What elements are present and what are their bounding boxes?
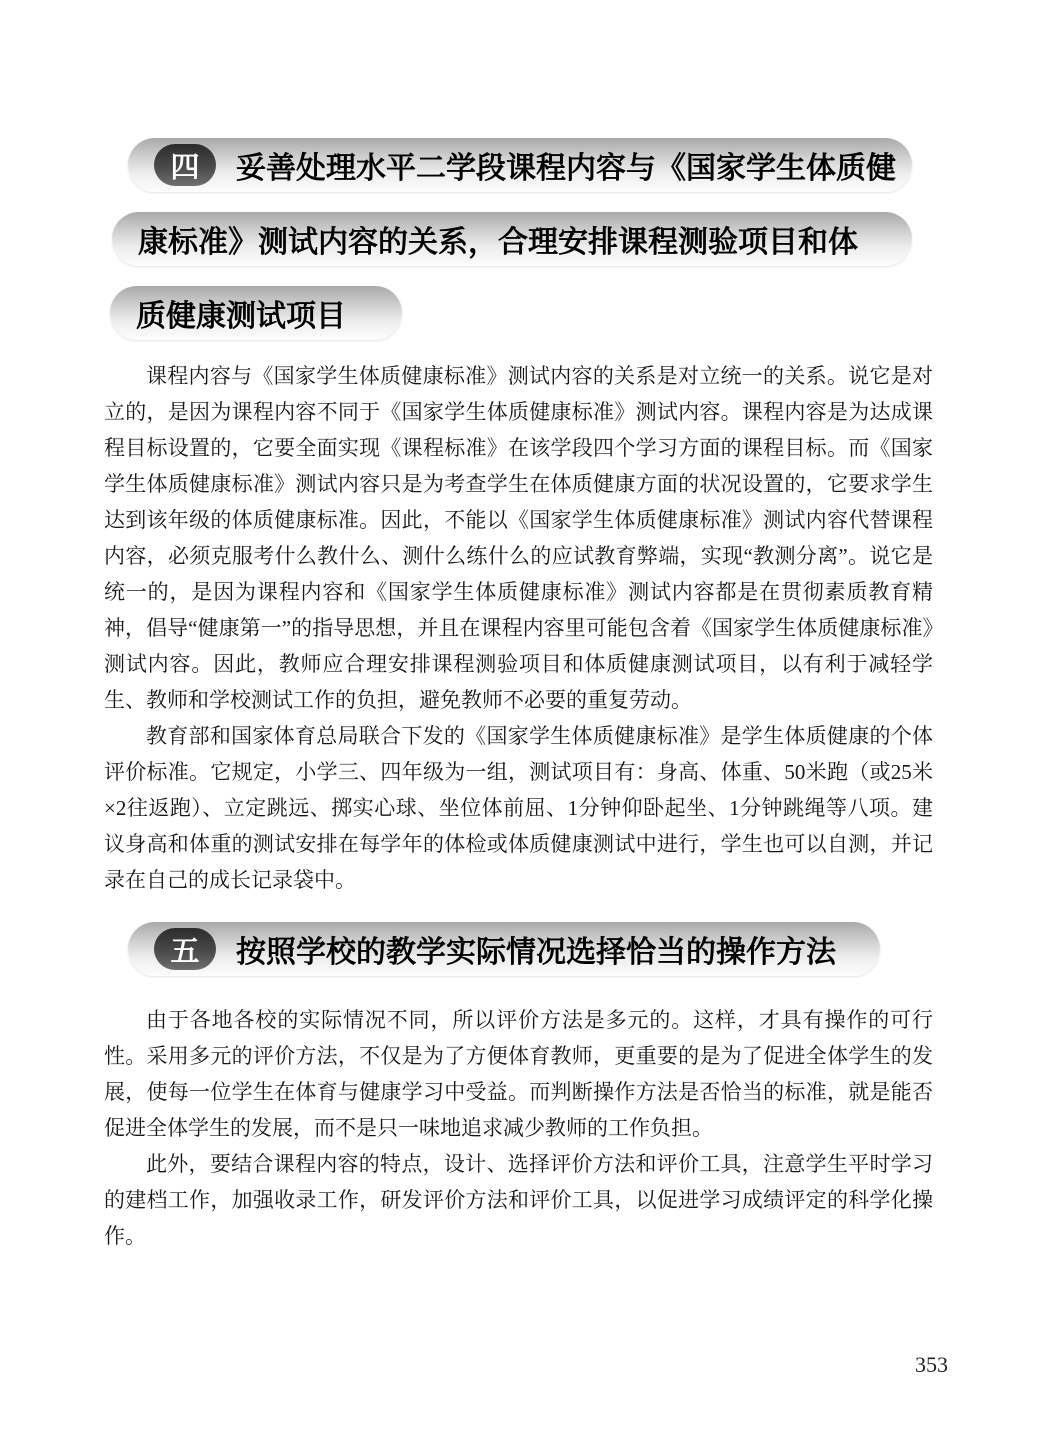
page-number: 353 <box>915 1352 948 1377</box>
body-paragraph: 课程内容与《国家学生体质健康标准》测试内容的关系是对立统一的关系。说它是对立的，是因为课程内容不同于《国家学生体质健康标准》测试内容。课程内容是为达成课程目标设置的，它要全面实现《课程标准》在该学段四个学习方面的课程目标。而《国家学生体质健康标准》测试内容只是为考查学生在体质健康方面的状况设置的，它要求学生达到该年级的体质健康标准。因此，不能以《国家学生体质健康标准》测试内容代替课程内容，必须克服考什么教什么、测什么练什么的应试教育弊端，实现“教测分离”。说它是统一的，是因为课程内容和《国家学生体质健康标准》测试内容都是在贯彻素质教育精神，倡导“健康第一”的指导思想，并且在课程内容里可能包含着《国家学生体质健康标准》测试内容。因此，教师应合理安排课程测验项目和体质健康测试项目，以有利于减轻学生、教师和学校测试工作的负担，避免教师不必要的重复劳动。 <box>104 364 933 712</box>
section-4-heading-text-2: 康标准》测试内容的关系，合理安排课程测验项目和体 <box>138 226 858 259</box>
section-5 <box>104 922 933 1254</box>
section-4-body <box>104 358 933 898</box>
section-4-heading-text-1: 妥善处理水平二学段课程内容与《国家学生体质健 <box>236 152 896 185</box>
section-4-heading-text-3: 质健康测试项目 <box>136 300 346 333</box>
body-paragraph: 教育部和国家体育总局联合下发的《国家学生体质健康标准》是学生体质健康的个体评价标准。它规定，小学三、四年级为一组，测试项目有：身高、体重、50米跑（或25米×2往返跑）、立定跳远、掷实心球、坐位体前屈、1分钟仰卧起坐、1分钟跳绳等八项。建议身高和体重的测试安排在每学年的体检或体质健康测试中进行，学生也可以自测，并记录在自己的成长记录袋中。 <box>104 724 933 892</box>
section-5-number-badge: 五 <box>154 928 216 970</box>
section-4-heading-line-2 <box>112 212 912 266</box>
section-4-heading-line-3 <box>110 286 402 340</box>
section-5-heading-text-1: 按照学校的教学实际情况选择恰当的操作方法 <box>236 936 836 969</box>
section-4 <box>104 138 933 898</box>
body-paragraph: 由于各地各校的实际情况不同，所以评价方法是多元的。这样，才具有操作的可行性。采用多元的评价方法，不仅是为了方便体育教师，更重要的是为了促进全体学生的发展，使每一位学生在体育与健康学习中受益。而判断操作方法是否恰当的标准，就是能否促进全体学生的发展，而不是只一味地追求减少教师的工作负担。 <box>104 1008 933 1140</box>
body-paragraph: 此外，要结合课程内容的特点，设计、选择评价方法和评价工具，注意学生平时学习的建档工作，加强收录工作，研发评价方法和评价工具，以促进学习成绩评定的科学化操作。 <box>104 1152 933 1248</box>
section-4-number-badge: 四 <box>154 144 216 186</box>
section-5-heading-line-1 <box>128 922 880 976</box>
section-4-heading-line-1 <box>128 138 912 192</box>
section-5-body <box>104 1002 933 1254</box>
